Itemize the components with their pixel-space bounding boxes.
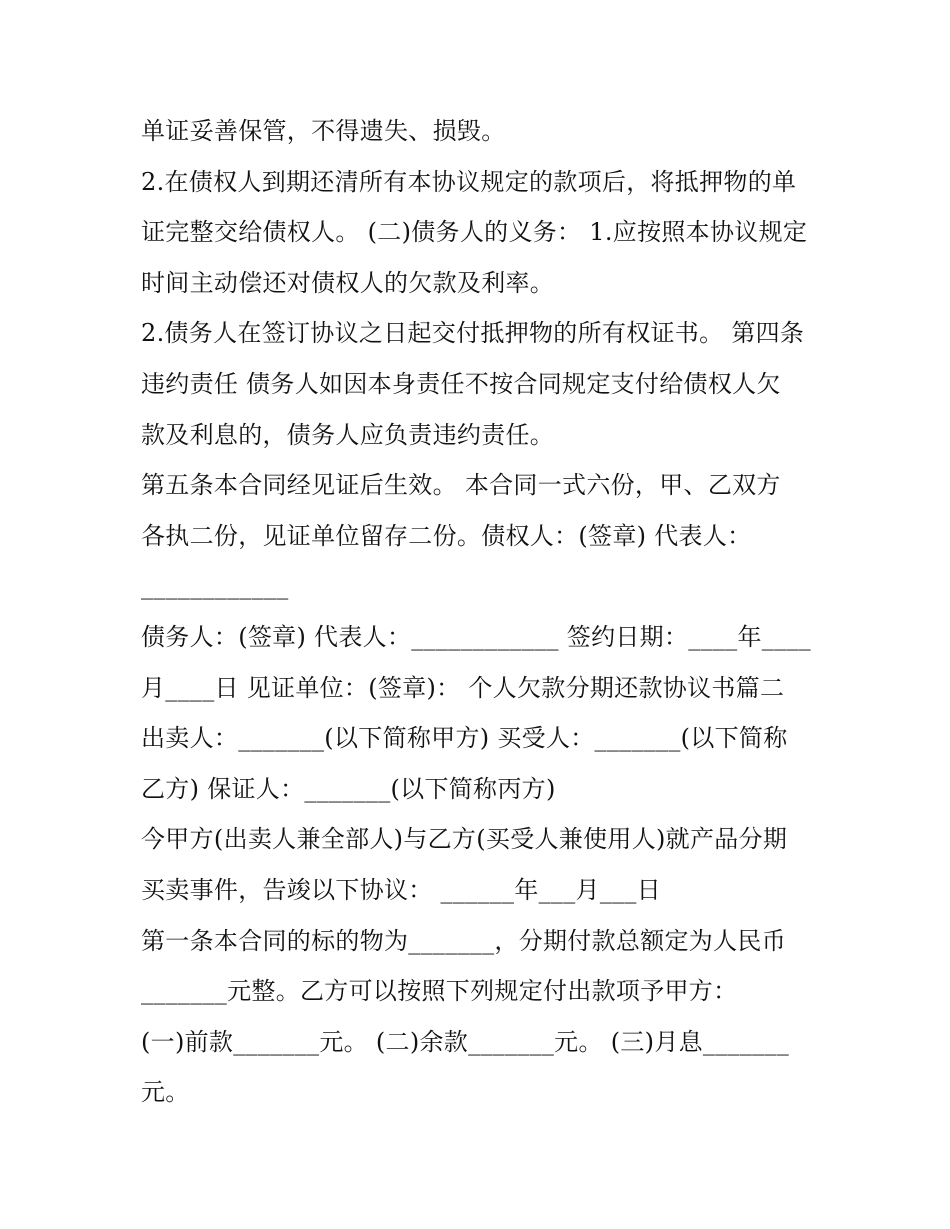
text-line: 各执二份，见证单位留存二份。债权人：(签章) 代表人： [141,521,752,550]
text-line: 违约责任 债务人如因本身责任不按合同规定支付给债权人欠 [141,369,781,398]
text-line: _______元整。乙方可以按照下列规定付出款项予甲方： [141,977,738,1006]
text-line: 时间主动偿还对债权人的欠款及利率。 [141,268,555,297]
document-body [141,106,821,1118]
text-line: (一)前款_______元。 (二)余款_______元。 (三)月息_______ [141,1027,790,1056]
text-line: 月____日 见证单位：(签章)： 个人欠款分期还款协议书篇二 [141,673,785,702]
text-line: 证完整交给债权人。 (二)债务人的义务： 1.应按照本协议规定 [141,218,808,247]
signature-blank-line: ____________ [141,572,289,601]
text-line: 2.在债权人到期还清所有本协议规定的款项后，将抵押物的单 [141,167,797,196]
text-line: 债务人：(签章) 代表人：____________ 签约日期：____年____ [141,622,811,651]
text-line: 出卖人：_______(以下简称甲方) 买受人：_______(以下简称 [141,724,788,753]
text-line: 2.债务人在签订协议之日起交付抵押物的所有权证书。 第四条 [141,319,805,348]
text-line: 款及利息的，债务人应负责违约责任。 [141,420,555,449]
text-line: 今甲方(出卖人兼全部人)与乙方(买受人兼使用人)就产品分期 [141,825,788,854]
text-line: 买卖事件，告竣以下协议： ______年___月___日 [141,875,662,904]
text-line: 第一条本合同的标的物为_______，分期付款总额定为人民币 [141,926,786,955]
text-line: 第五条本合同经见证后生效。 本合同一式六份，甲、乙双方 [141,471,781,500]
text-line: 元。 [141,1078,190,1107]
text-line: 单证妥善保管，不得遗失、损毁。 [141,117,506,145]
text-line: 乙方) 保证人：_______(以下简称丙方) [141,774,556,803]
